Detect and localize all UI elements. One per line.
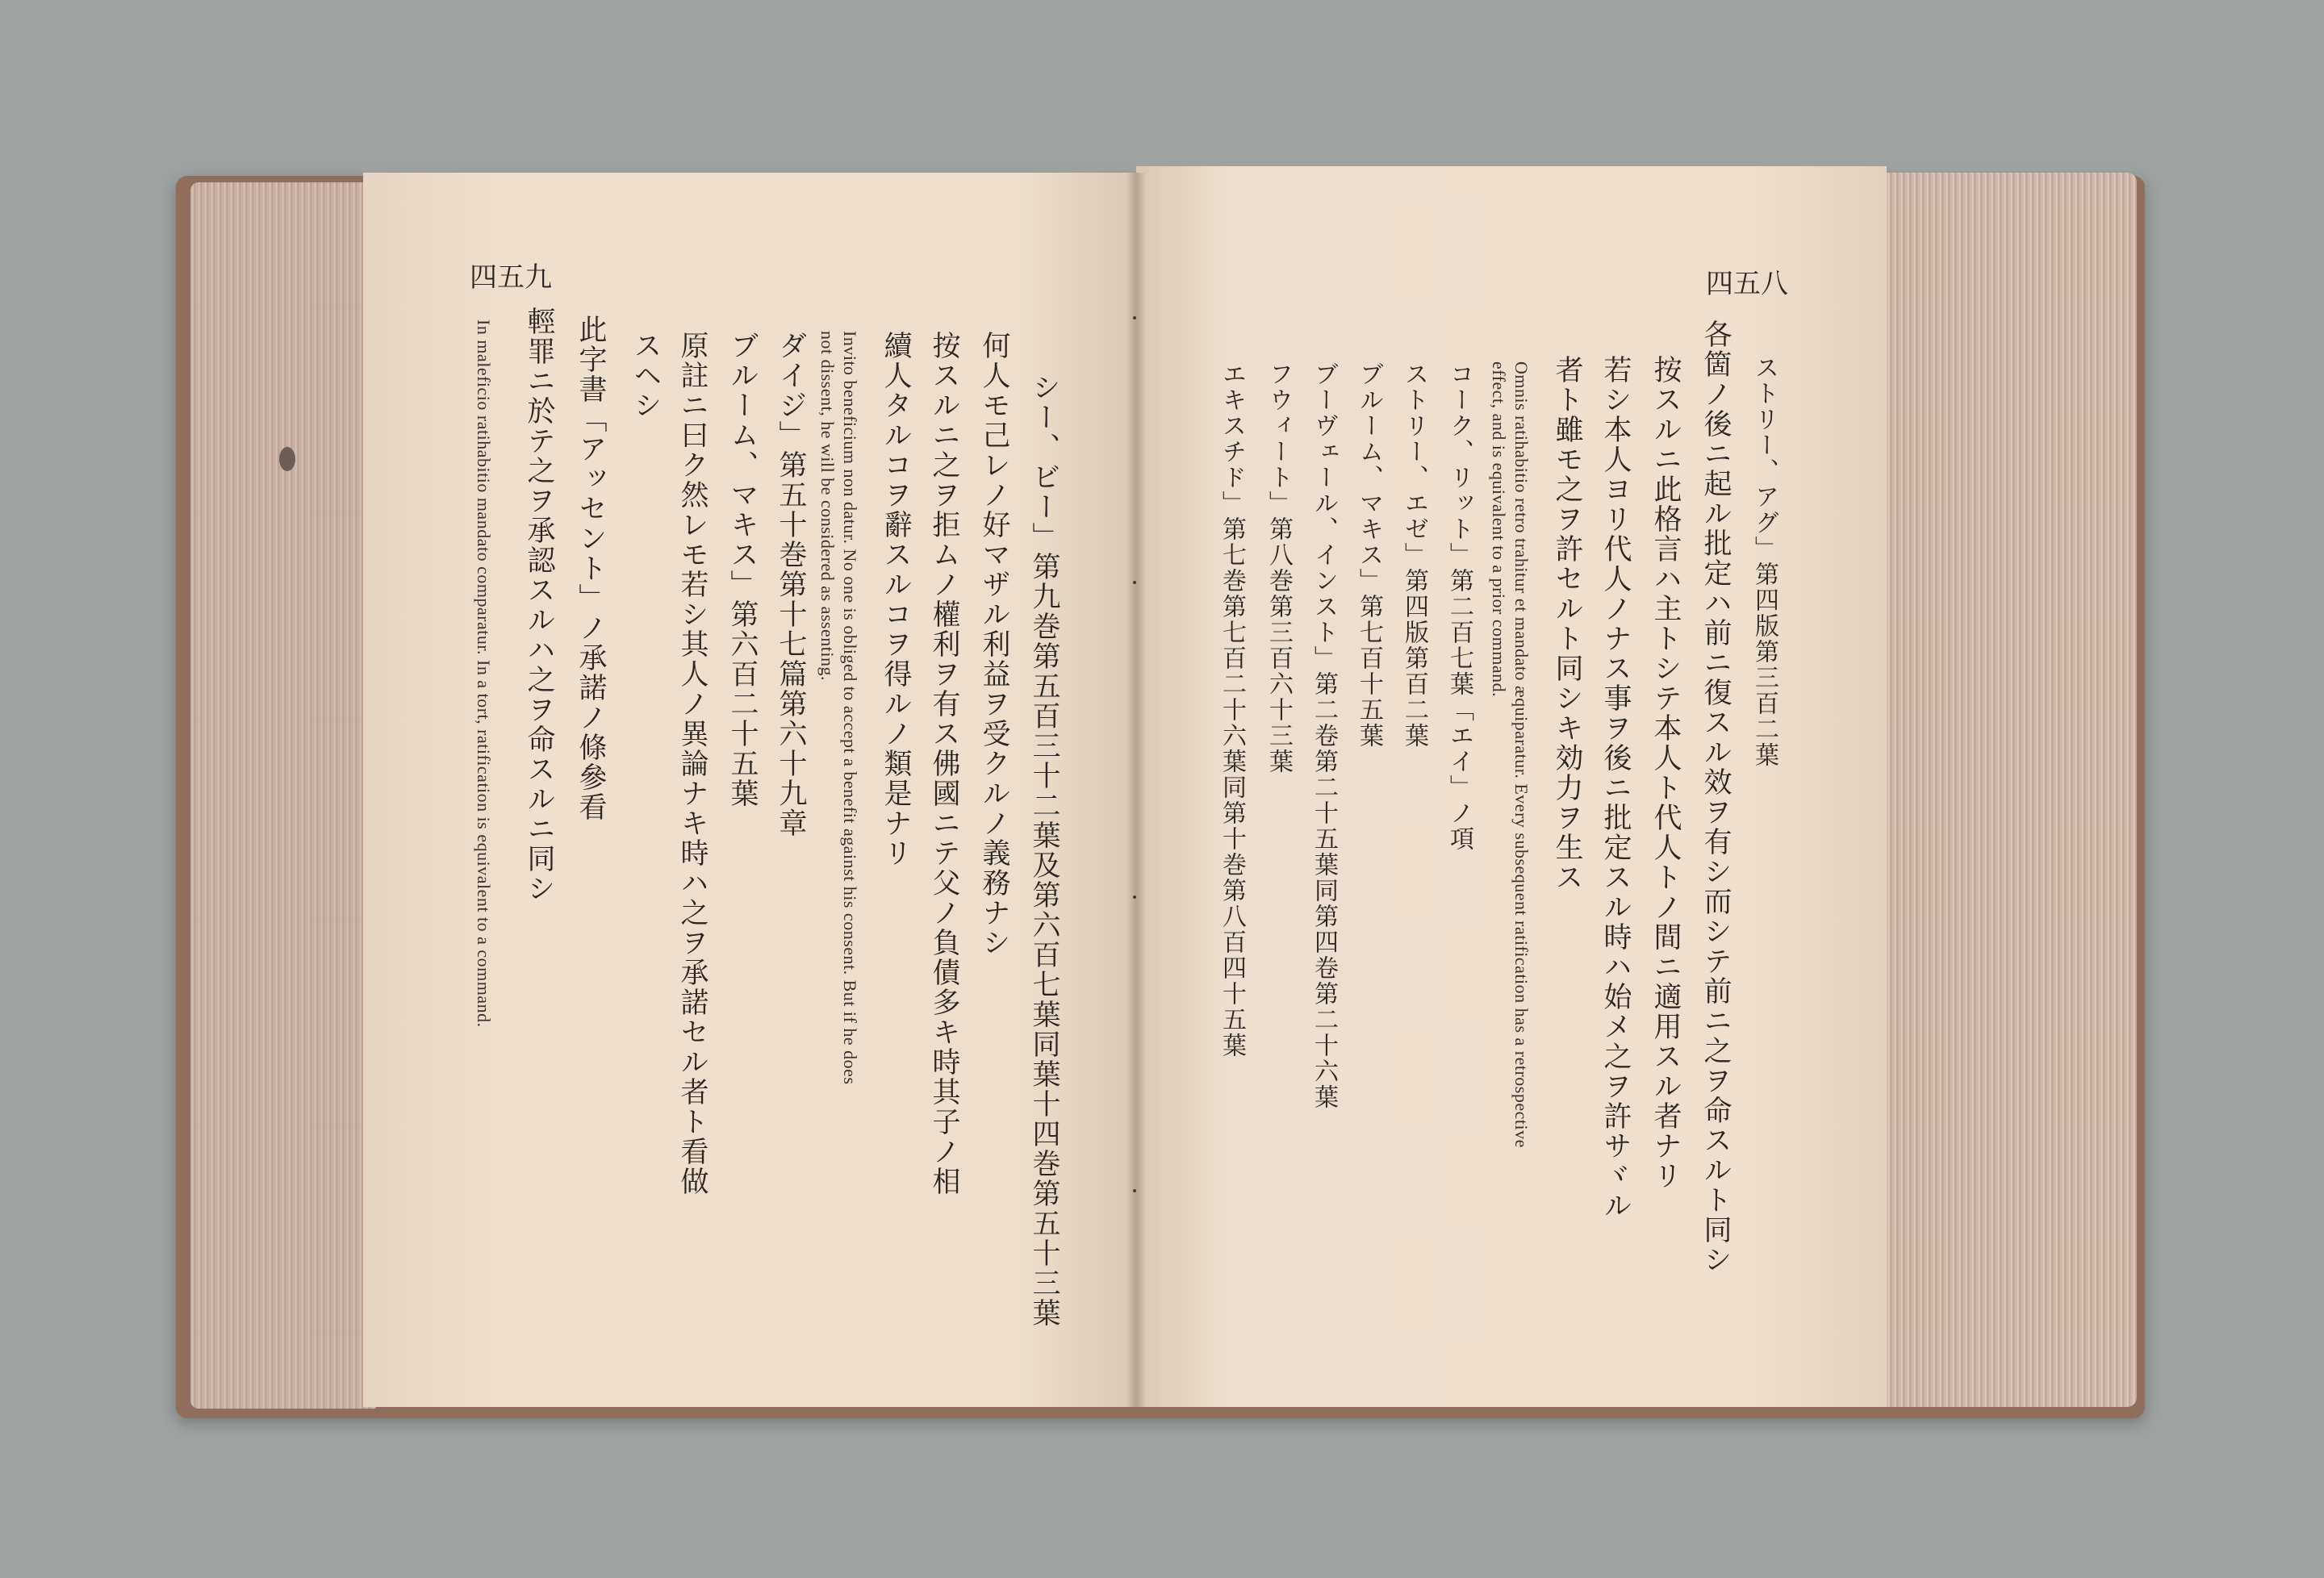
right-col-latin-1: Omnis ratihabitio retro trahitur et mandato æquiparatur. Every subsequent ratification has a retrospective [1511, 361, 1532, 1148]
right-col-5: 者ト雖モ之ヲ許セルト同シキ効力ヲ生ス [1551, 355, 1583, 892]
stitch-3 [1133, 895, 1136, 899]
right-col-4: 若シ本人ヨリ代人ノナス事ヲ後ニ批定スル時ハ始メ之ヲ許サヾル [1599, 355, 1632, 1221]
right-col-11: エキスチド」第七巻第七百二十六葉同第十巻第八百四十五葉 [1218, 361, 1246, 1058]
left-col-10: 輕罪ニ於テ之ヲ承認スルハ之ヲ命スルニ同シ [523, 307, 555, 904]
stitch-2 [1133, 581, 1136, 584]
left-col-3: 按スルニ之ヲ拒ムノ權利ヲ有ス佛國ニテ父ノ負債多キ時其子ノ相 [928, 331, 960, 1196]
right-col-1: ストリー、アグ」第四版第三百二葉 [1750, 355, 1779, 768]
right-page-number: 四五八 [1706, 268, 1788, 300]
right-col-10: フウィート」第八巻第三百六十三葉 [1264, 361, 1293, 774]
left-col-8: スヘシ [629, 331, 662, 420]
left-col-latin-1: Invito beneficium non datur. No one is obliged to accept a benefit against his consent. But if he does [840, 331, 860, 1085]
left-col-6: ブルーム、マキス」第六百二十五葉 [726, 331, 759, 808]
right-col-3: 按スルニ此格言ハ主トシテ本人ト代人トノ間ニ適用スル者ナリ [1649, 355, 1682, 1191]
book-gutter [1126, 173, 1146, 1407]
left-col-7: 原註ニ曰ク然レモ若シ其人ノ異論ナキ時ハ之ヲ承諾セル者ト看做 [676, 331, 708, 1196]
left-col-5: ダイジ」第五十巻第十七篇第六十九章 [775, 331, 807, 838]
left-page-edges [190, 182, 376, 1409]
left-page-number: 四五九 [470, 261, 552, 294]
right-page-edges [1880, 173, 2137, 1407]
right-col-6: コーク、リット」第二百七葉「エイ」ノ項 [1445, 361, 1473, 852]
left-col-latin-2: not dissent, he will be considered as assenting. [817, 331, 838, 681]
left-col-4: 續人タルコヲ辭スルコヲ得ルノ類是ナリ [880, 331, 912, 868]
left-col-latin-3: In maleficio ratihabitio mandato comparatur. In a tort, ratification is equivalent to a command. [474, 319, 494, 1028]
left-col-1: シー、ビー」第九巻第五百三十二葉及第六百七葉同葉十四巻第五十三葉 [1028, 373, 1060, 1328]
binding-hole [279, 447, 295, 471]
right-col-9: ブーヴェール、インスト」第二卷第二十五葉同第四卷第二十六葉 [1310, 361, 1338, 1110]
right-col-7: ストリー、エゼ」第四版第百二葉 [1400, 361, 1428, 749]
stitch-1 [1133, 316, 1136, 319]
left-col-2: 何人モ己レノ好マザル利益ヲ受クルノ義務ナシ [978, 331, 1010, 958]
right-col-latin-2: effect, and is equivalent to a prior command. [1489, 361, 1509, 698]
left-col-9: 此字書「アッセント」ノ承諾ノ條參看 [575, 315, 607, 822]
right-col-2: 各箇ノ後ニ起ル批定ハ前ニ復スル效ヲ有シ而シテ前ニ之ヲ命スルト同シ [1699, 319, 1732, 1275]
right-col-8: ブルーム、マキス」第七百十五葉 [1355, 361, 1383, 749]
stitch-4 [1133, 1189, 1136, 1192]
